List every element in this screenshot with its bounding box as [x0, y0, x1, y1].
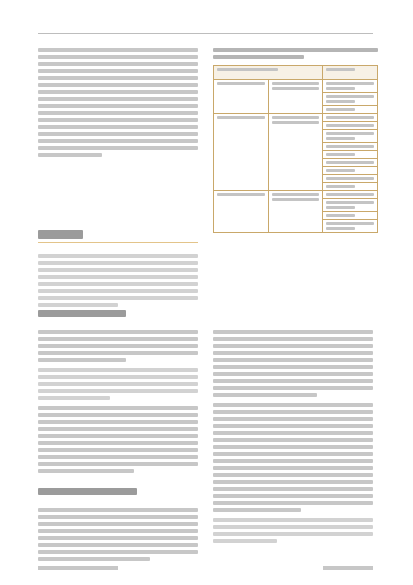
table-cell [323, 159, 378, 167]
table-cell [268, 114, 323, 191]
table-header-cell [214, 66, 323, 80]
table-row [214, 191, 378, 199]
footer-copyright [323, 566, 373, 570]
subsection-heading [38, 488, 198, 498]
table-caption [213, 48, 378, 59]
header-rule [38, 33, 373, 34]
table-cell [214, 191, 269, 233]
table-cell [323, 106, 378, 114]
table-cell [323, 167, 378, 175]
left-column-subsection-1 [38, 330, 198, 473]
section-heading-rule [38, 242, 198, 243]
table-cell [268, 191, 323, 233]
paragraph [213, 518, 373, 543]
subsection-heading-text [38, 488, 137, 495]
table-cell [323, 151, 378, 159]
table-cell [323, 114, 378, 122]
table-header-cell [323, 66, 378, 80]
table-cell [323, 212, 378, 220]
table-cell [323, 220, 378, 233]
paragraph [38, 508, 198, 561]
table-cell [268, 80, 323, 114]
left-column-section-intro [38, 254, 198, 307]
paragraph [38, 330, 198, 362]
left-margin-watermark [2, 60, 10, 560]
subsection-heading-text [38, 310, 126, 317]
footer-source [38, 566, 118, 570]
section-heading-text [38, 230, 83, 239]
left-column-intro [38, 48, 198, 157]
table-header-row [214, 66, 378, 80]
section-heading [38, 230, 198, 242]
table [213, 65, 378, 233]
paragraph [38, 254, 198, 307]
table-cell [214, 114, 269, 191]
page-footer [38, 566, 373, 576]
table-cell [323, 130, 378, 143]
paragraph [213, 403, 373, 512]
table-row [214, 114, 378, 122]
running-header [38, 20, 373, 30]
table-cell [323, 199, 378, 212]
category-table [213, 48, 378, 233]
table-cell [323, 93, 378, 106]
paragraph [38, 368, 198, 400]
right-column-text [213, 330, 373, 543]
subsection-heading [38, 310, 198, 320]
paragraph [213, 330, 373, 397]
paragraph [38, 406, 198, 473]
table-cell [323, 183, 378, 191]
table-row [214, 80, 378, 93]
table-cell [323, 175, 378, 183]
table-cell [323, 122, 378, 130]
table-cell [323, 191, 378, 199]
table-cell [323, 143, 378, 151]
table-cell [323, 80, 378, 93]
left-column-subsection-2 [38, 508, 198, 561]
paragraph [38, 48, 198, 157]
table-cell [214, 80, 269, 114]
right-margin-watermark [403, 60, 411, 560]
